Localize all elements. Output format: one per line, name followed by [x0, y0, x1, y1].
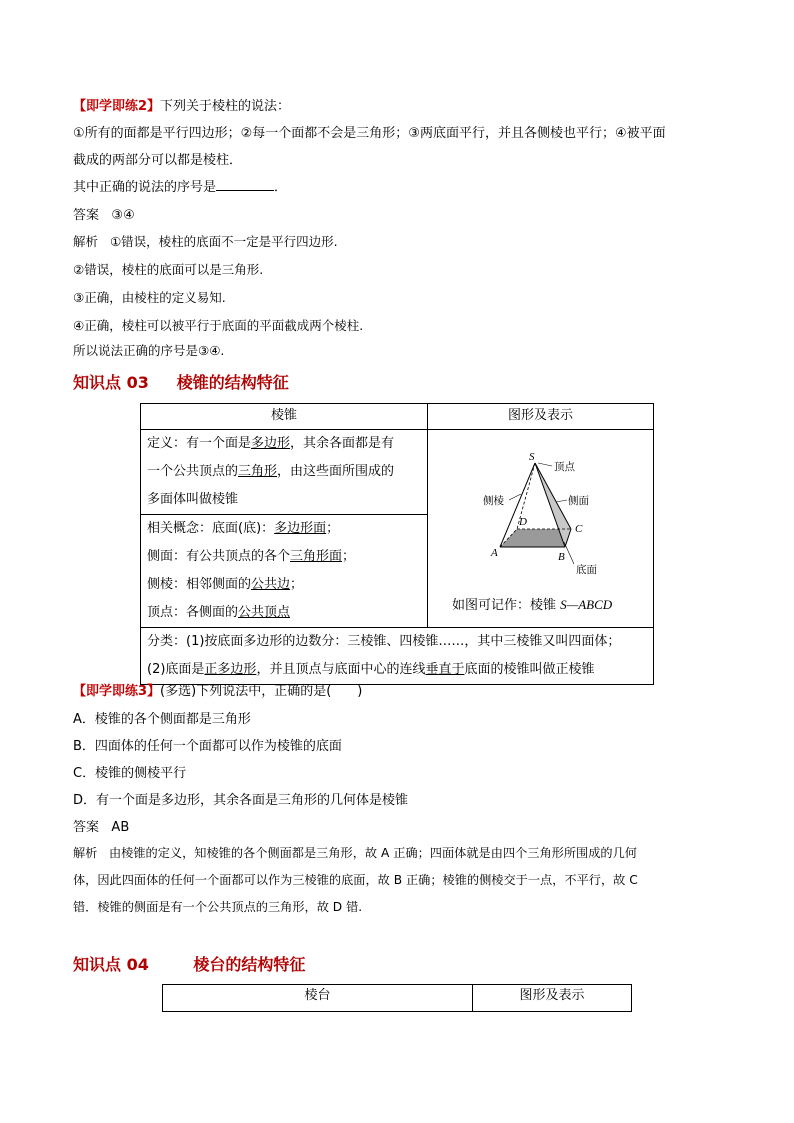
answer-blank	[216, 178, 274, 191]
pyramid-figure	[428, 430, 654, 600]
classification-cell	[141, 628, 654, 685]
exercise3-title	[73, 680, 362, 699]
label-apex: 顶点	[554, 461, 575, 473]
exercise2-fill-blank	[73, 176, 287, 195]
exercise3-analysis-line: 体，因此四面体的任何一个面都可以作为三棱锥的底面，故 B 正确；棱锥的侧棱交于一点，不平行，故 C	[73, 873, 638, 887]
label-lateral-edge: 侧棱	[483, 495, 504, 507]
leader-base	[564, 542, 574, 564]
exercise2-question: 下列关于棱柱的说法：	[160, 99, 291, 114]
text: 相关概念：底面(底)：	[147, 521, 275, 536]
exercise2-analysis-line: 所以说法正确的序号是③④.	[73, 343, 225, 358]
analysis-label: 解析	[73, 846, 98, 860]
option-c: C．棱锥的侧棱平行	[73, 766, 187, 781]
text: ；	[326, 521, 340, 536]
leader-edge	[509, 494, 521, 500]
definition-cell	[141, 430, 428, 515]
exercise2-tag: 【即学即练2】	[73, 99, 161, 114]
underlined-term: 多边形面	[274, 521, 327, 536]
underlined-term: 公共顶点	[238, 605, 291, 620]
section04-heading	[73, 952, 305, 975]
exercise2-analysis-line: ②错误，棱柱的底面可以是三角形.	[73, 262, 264, 277]
exercise3-analysis-line	[73, 844, 637, 861]
leader-face	[556, 500, 567, 502]
label-C: C	[575, 523, 583, 535]
label-lateral-face: 侧面	[568, 495, 589, 507]
text: 底面的棱锥叫做正棱锥	[464, 662, 595, 677]
caption-notation: S—ABCD	[560, 597, 613, 612]
frustum-table	[162, 984, 632, 1012]
underlined-term: 三角形	[238, 464, 278, 479]
fill-blank-prompt: 其中正确的说法的序号是	[73, 180, 217, 195]
answer-label: 答案	[73, 208, 100, 223]
section-title: 棱锥的结构特征	[176, 373, 289, 392]
exercise3-answer	[73, 816, 129, 835]
exercise2-statement-line2: 截成的两部分可以都是棱柱．	[73, 153, 243, 168]
figure-caption	[452, 594, 612, 613]
table-header-figure: 图形及表示	[473, 985, 632, 1012]
text: 一个公共顶点的	[147, 464, 239, 479]
label-A: A	[491, 547, 498, 559]
analysis-text: 由棱锥的定义，知棱锥的各个侧面都是三角形，故 A 正确；四面体就是由四个三角形所围成的几何	[109, 846, 637, 860]
exercise2-analysis-line	[73, 232, 338, 250]
section03-heading	[73, 370, 289, 393]
section-number: 知识点 04	[73, 955, 149, 974]
text: 侧面：有公共顶点的各个	[147, 549, 291, 564]
table-header-frustum: 棱台	[163, 985, 473, 1012]
classification-line1: 分类：(1)按底面多边形的边数分：三棱锥、四棱锥……，其中三棱锥又叫四面体；	[147, 634, 621, 649]
underlined-term: 公共边	[251, 577, 291, 592]
concept-lateral-edge	[147, 571, 421, 599]
answer-value: AB	[111, 820, 130, 835]
underlined-term: 垂直于	[425, 662, 465, 677]
exercise3-analysis-line: 错．棱锥的侧面是有一个公共顶点的三角形，故 D 错.	[73, 900, 363, 914]
option-d: D．有一个面是多边形，其余各面是三角形的几何体是棱锥	[73, 793, 409, 808]
option-b: B．四面体的任何一个面都可以作为棱锥的底面	[73, 739, 342, 754]
definition-line3: 多面体叫做棱锥	[147, 492, 239, 507]
analysis-label: 解析	[73, 234, 99, 249]
concepts-cell	[141, 515, 428, 628]
leader-apex	[538, 463, 552, 466]
option-a: A．棱锥的各个侧面都是三角形	[73, 712, 251, 727]
exercise2-analysis-line: ④正确，棱柱可以被平行于底面的平面截成两个棱柱.	[73, 318, 364, 333]
definition-line2	[147, 458, 421, 486]
answer-label: 答案	[73, 820, 100, 835]
label-base: 底面	[576, 564, 597, 576]
text: ，由这些面所围成的	[277, 464, 395, 479]
exercise3-tag: 【即学即练3】	[73, 684, 161, 699]
text: ，并且顶点与底面中心的连线	[256, 662, 426, 677]
exercise2-analysis-line: ③正确，由棱柱的定义易知.	[73, 290, 226, 305]
text: (2)底面是	[147, 662, 205, 677]
pyramid-table	[140, 403, 654, 685]
underlined-term: 正多边形	[204, 662, 257, 677]
label-D: D	[519, 516, 527, 528]
caption-text: 如图可记作：棱锥	[452, 598, 561, 613]
figure-cell	[428, 430, 654, 628]
underlined-term: 三角形面	[290, 549, 343, 564]
text: ；	[290, 577, 304, 592]
text: 侧棱：相邻侧面的	[147, 577, 252, 592]
table-header-figure: 图形及表示	[428, 404, 654, 430]
text: ，其余各面都是有	[290, 436, 395, 451]
concept-base	[147, 515, 421, 543]
fill-blank-end: ．	[274, 180, 288, 195]
concept-lateral-face	[147, 543, 421, 571]
answer-value: ③④	[111, 208, 135, 223]
table-header-pyramid: 棱锥	[141, 404, 428, 430]
section-title: 棱台的结构特征	[193, 955, 306, 974]
text: 定义：有一个面是	[147, 436, 252, 451]
text: ；	[342, 549, 356, 564]
label-S: S	[529, 451, 535, 463]
underlined-term: 多边形	[251, 436, 291, 451]
concept-apex	[147, 599, 421, 627]
analysis-text: ①错误，棱柱的底面不一定是平行四边形.	[109, 234, 338, 249]
exercise2-statement-line1: ①所有的面都是平行四边形；②每一个面都不会是三角形；③两底面平行，并且各侧棱也平行；④被平面	[73, 126, 666, 141]
definition-line1	[147, 430, 421, 458]
section-number: 知识点 03	[73, 373, 149, 392]
exercise2-answer	[73, 204, 135, 223]
text: 顶点：各侧面的	[147, 605, 239, 620]
exercise2-title	[73, 95, 290, 114]
label-B: B	[558, 551, 565, 563]
exercise3-question: (多选)下列说法中，正确的是( )	[160, 684, 363, 699]
